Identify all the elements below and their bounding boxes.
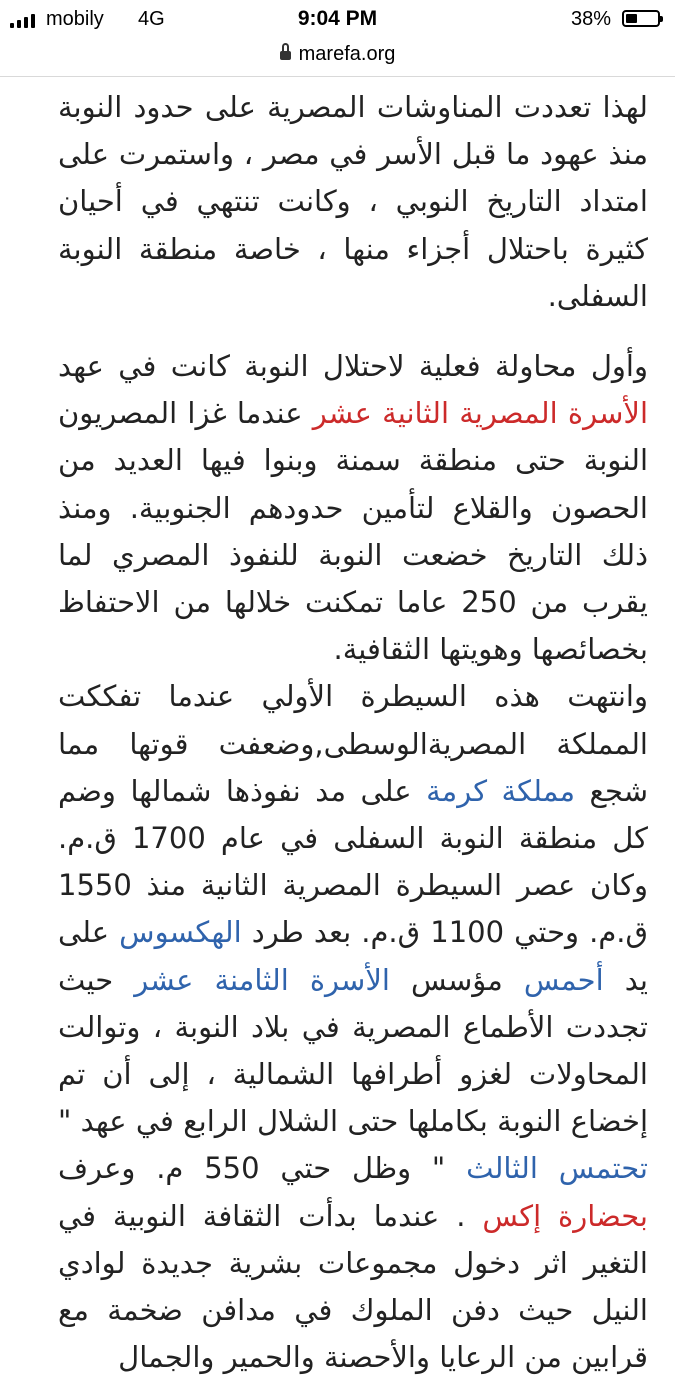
link-thutmose-iii[interactable]: تحتمس الثالث <box>466 1151 649 1186</box>
paragraph-3-text: على مد نفوذها شمالها وضم كل منطقة النوبة السفلى في عام 1700 ق.م. وكان عصر السيطرة المصرية الثانية منذ 1550 ق.م. وحتي 1100 ق.م. بعد طرد <box>58 773 648 950</box>
link-ahmose[interactable]: أحمس <box>523 962 604 997</box>
paragraph-2-text: وأول محاولة فعلية لاحتلال النوبة كانت في عهد <box>58 349 648 384</box>
paragraph-3 <box>58 673 648 1381</box>
link-x-group-culture[interactable]: بحضارة إكس <box>482 1198 649 1233</box>
article-body <box>58 84 648 1381</box>
paragraph-3-text: وانتهت هذه السيطرة الأولي عندما تفككت المملكة المصريةالوسطى,وضعفت قوتها مما شجع <box>58 679 648 808</box>
carrier-name: mobily <box>46 8 104 30</box>
paragraph-2 <box>58 343 648 673</box>
network-type: 4G <box>138 8 165 30</box>
paragraph-3-text: على يد <box>58 915 649 997</box>
battery-fill <box>626 14 637 23</box>
paragraph-3-text: مؤسس <box>389 962 524 997</box>
link-hyksos[interactable]: الهكسوس <box>119 915 242 950</box>
clock: 9:04 PM <box>297 7 378 30</box>
address-bar[interactable] <box>0 36 675 72</box>
paragraph-3-text: . عندما بدأت الثقافة النوبية في التغير اثر دخول مجموعات بشرية جديدة لوادي النيل حيث دفن الملوك في مدافن ضخمة مع قرابين من الرعايا والأحصنة والحمير والجمال <box>58 1198 648 1375</box>
toolbar-divider <box>0 76 675 77</box>
lock-icon <box>280 48 291 62</box>
status-bar <box>0 0 675 38</box>
battery-percentage: 38% <box>570 8 611 30</box>
paragraph-1: لهذا تعددت المناوشات المصرية على حدود النوبة منذ عهود ما قبل الأسر في مصر ، واستمرت على امتداد التاريخ النوبي ، وكانت تنتهي في أحيان كثيرة باحتلال أجزاء منها ، خاصة منطقة النوبة السفلى. <box>58 90 648 313</box>
link-kingdom-of-kerma[interactable]: مملكة كرمة <box>426 773 576 808</box>
battery-icon <box>622 10 660 27</box>
link-twelfth-dynasty[interactable]: الأسرة المصرية الثانية عشر <box>312 396 649 431</box>
paragraph-3-text: حيث تجددت الأطماع المصرية في بلاد النوبة ، وتوالت المحاولات لغزو أطرافها الشمالية ، إلى أن تم إخضاع النوبة بكاملها حتى الشلال الرابع في عهد " <box>58 962 648 1139</box>
paragraph-3-text: " وظل حتي 550 م. وعرف <box>58 1151 467 1186</box>
paragraph-2-text: عندما غزا المصريون النوبة حتى منطقة سمنة وبنوا فيها العديد من الحصون والقلاع لتأمين حدودهم الجنوبية. ومنذ ذلك التاريخ خضعت النوبة للنفوذ المصري لما يقرب من 250 عاما تمكنت خلالها من الاحتفاظ بخصائصها وهويتها الثقافية. <box>58 396 648 667</box>
url-text[interactable]: marefa.org <box>298 42 396 65</box>
link-eighteenth-dynasty[interactable]: الأسرة الثامنة عشر <box>134 962 390 997</box>
